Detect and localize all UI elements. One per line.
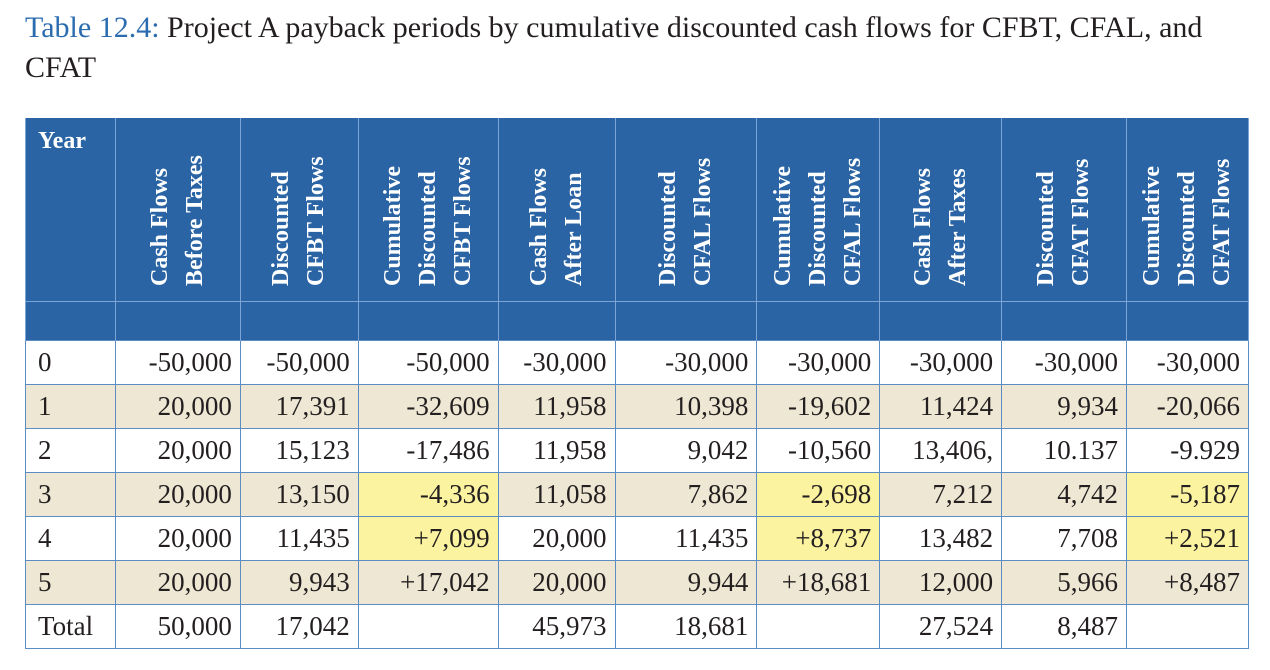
value-cell: 20,000	[115, 473, 240, 517]
value-cell: -19,602	[757, 385, 880, 429]
value-cell: 50,000	[115, 605, 240, 649]
header-line: Discounted	[1174, 171, 1201, 286]
value-cell: -5,187	[1127, 473, 1249, 517]
column-header	[880, 118, 1002, 302]
value-cell: -50,000	[240, 341, 358, 385]
column-header-label	[906, 118, 976, 294]
value-cell: +8,737	[757, 517, 880, 561]
value-cell: 13,482	[880, 517, 1002, 561]
value-cell: -30,000	[1127, 341, 1249, 385]
header-line: Before Taxes	[181, 155, 208, 286]
value-cell: 11,958	[498, 429, 615, 473]
header-subrow	[26, 302, 1249, 341]
value-cell: +2,521	[1127, 517, 1249, 561]
header-sub-cell	[615, 302, 757, 341]
value-cell: 15,123	[240, 429, 358, 473]
header-line: Discounted	[268, 171, 295, 286]
year-cell: 2	[26, 429, 116, 473]
year-cell: 5	[26, 561, 116, 605]
value-cell: 9,944	[615, 561, 757, 605]
column-header	[757, 118, 880, 302]
header-sub-cell	[880, 302, 1002, 341]
value-cell: 5,966	[1002, 561, 1127, 605]
value-cell: 11,424	[880, 385, 1002, 429]
header-line: After Taxes	[944, 168, 971, 286]
value-cell: -30,000	[1002, 341, 1127, 385]
value-cell: +7,099	[358, 517, 498, 561]
table-row	[26, 605, 1249, 649]
column-header	[1127, 118, 1249, 302]
header-line: After Loan	[560, 172, 587, 286]
value-cell: 8,487	[1002, 605, 1127, 649]
header-line: Cash Flows	[525, 167, 552, 286]
table-row	[26, 473, 1249, 517]
value-cell: -50,000	[115, 341, 240, 385]
value-cell	[757, 605, 880, 649]
value-cell: -30,000	[498, 341, 615, 385]
table-row	[26, 341, 1249, 385]
header-sub-cell	[757, 302, 880, 341]
year-cell: 0	[26, 341, 116, 385]
value-cell: 10,398	[615, 385, 757, 429]
value-cell: 4,742	[1002, 473, 1127, 517]
header-sub-cell	[115, 302, 240, 341]
column-header	[615, 118, 757, 302]
header-sub-cell	[240, 302, 358, 341]
year-cell: 3	[26, 473, 116, 517]
value-cell: 13,150	[240, 473, 358, 517]
header-line: Cumulative	[769, 166, 796, 286]
column-header-label	[1135, 118, 1240, 294]
column-header-label	[766, 118, 871, 294]
value-cell: -50,000	[358, 341, 498, 385]
value-cell	[1127, 605, 1249, 649]
column-header	[498, 118, 615, 302]
value-cell: 13,406,	[880, 429, 1002, 473]
value-cell: -20,066	[1127, 385, 1249, 429]
value-cell: 11,435	[615, 517, 757, 561]
header-line: CFBT Flows	[303, 156, 330, 286]
value-cell: -4,336	[358, 473, 498, 517]
header-line: Discounted	[1033, 171, 1060, 286]
header-line: CFAT Flows	[1209, 158, 1236, 286]
header-sub-cell	[26, 302, 116, 341]
header-sub-cell	[1127, 302, 1249, 341]
table-row	[26, 385, 1249, 429]
column-header	[358, 118, 498, 302]
value-cell: 20,000	[115, 561, 240, 605]
column-header	[240, 118, 358, 302]
value-cell: 17,042	[240, 605, 358, 649]
table-row	[26, 561, 1249, 605]
value-cell: 45,973	[498, 605, 615, 649]
caption-label: Table 12.4:	[25, 11, 160, 44]
value-cell: 11,435	[240, 517, 358, 561]
column-header-label	[651, 118, 721, 294]
header-line: CFAL Flows	[689, 157, 716, 286]
value-cell: +8,487	[1127, 561, 1249, 605]
value-cell: 11,058	[498, 473, 615, 517]
value-cell: 10.137	[1002, 429, 1127, 473]
header-line: Cash Flows	[909, 167, 936, 286]
header-line: Discounted	[804, 171, 831, 286]
column-header-label	[522, 118, 592, 294]
table-row	[26, 517, 1249, 561]
value-cell: 17,391	[240, 385, 358, 429]
column-header-label	[376, 118, 481, 294]
value-cell: -30,000	[757, 341, 880, 385]
header-line: CFAT Flows	[1068, 158, 1095, 286]
header-line: Cumulative	[1139, 166, 1166, 286]
header-line: Cash Flows	[146, 167, 173, 286]
value-cell: 9,943	[240, 561, 358, 605]
header-year: Year	[26, 118, 116, 302]
header-row	[26, 118, 1249, 302]
header-line: Cumulative	[379, 166, 406, 286]
value-cell: 20,000	[115, 517, 240, 561]
year-cell: 4	[26, 517, 116, 561]
value-cell: 20,000	[498, 517, 615, 561]
header-sub-cell	[358, 302, 498, 341]
value-cell: 20,000	[115, 385, 240, 429]
value-cell: 7,212	[880, 473, 1002, 517]
value-cell: 9,042	[615, 429, 757, 473]
value-cell: 12,000	[880, 561, 1002, 605]
value-cell: -9.929	[1127, 429, 1249, 473]
header-line: Discounted	[414, 171, 441, 286]
year-cell: 1	[26, 385, 116, 429]
header-sub-cell	[1002, 302, 1127, 341]
header-line: Discounted	[654, 171, 681, 286]
value-cell: +18,681	[757, 561, 880, 605]
year-cell: Total	[26, 605, 116, 649]
value-cell: 7,708	[1002, 517, 1127, 561]
value-cell: 7,862	[615, 473, 757, 517]
value-cell: -32,609	[358, 385, 498, 429]
value-cell: 9,934	[1002, 385, 1127, 429]
value-cell: -17,486	[358, 429, 498, 473]
column-header-label	[143, 118, 213, 294]
value-cell: -30,000	[615, 341, 757, 385]
value-cell: 11,958	[498, 385, 615, 429]
header-line: CFBT Flows	[449, 156, 476, 286]
header-sub-cell	[498, 302, 615, 341]
value-cell: -30,000	[880, 341, 1002, 385]
value-cell	[358, 605, 498, 649]
value-cell: -10,560	[757, 429, 880, 473]
caption-text: Project A payback periods by cumulative discounted cash flows for CFBT, CFAL, and CFAT	[25, 11, 1203, 84]
value-cell: -2,698	[757, 473, 880, 517]
header-line: CFAL Flows	[839, 157, 866, 286]
column-header-label	[264, 118, 334, 294]
column-header	[115, 118, 240, 302]
value-cell: 18,681	[615, 605, 757, 649]
table-row	[26, 429, 1249, 473]
column-header	[1002, 118, 1127, 302]
table-caption	[25, 8, 1255, 88]
value-cell: 20,000	[115, 429, 240, 473]
column-header-label	[1029, 118, 1099, 294]
value-cell: 20,000	[498, 561, 615, 605]
value-cell: 27,524	[880, 605, 1002, 649]
payback-table	[25, 118, 1249, 649]
value-cell: +17,042	[358, 561, 498, 605]
